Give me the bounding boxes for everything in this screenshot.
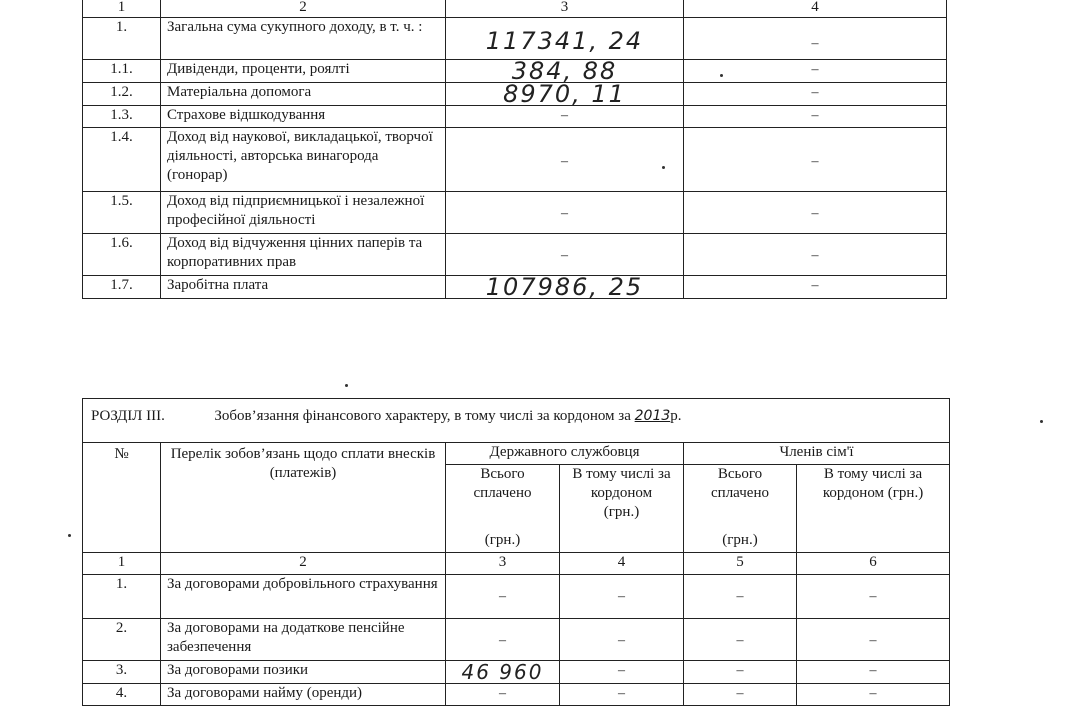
row-number: 1.7. — [83, 276, 161, 299]
row-number: 4. — [83, 684, 161, 706]
section-header — [83, 399, 950, 443]
family-value: – — [684, 234, 947, 276]
value-cell: – — [560, 661, 684, 684]
scan-speck — [1040, 420, 1043, 423]
family-value: – — [684, 83, 947, 106]
row-label: За договорами найму (оренди) — [161, 684, 446, 706]
col-number: 4 — [684, 0, 947, 18]
col-header-list: Перелік зобов’язань щодо сплати внесків (платежів) — [161, 443, 446, 553]
column-number-row — [83, 0, 947, 18]
row-number: 1. — [83, 18, 161, 60]
value-cell: – — [560, 684, 684, 706]
row-label: За договорами добровільного страхування — [161, 575, 446, 619]
row-number: 1.2. — [83, 83, 161, 106]
scan-speck — [720, 74, 723, 77]
table-row — [83, 619, 950, 661]
row-label: Доход від відчуження цінних паперів та корпоративних прав — [161, 234, 446, 276]
scan-speck — [68, 534, 71, 537]
income-table — [82, 0, 947, 299]
row-label: Страхове відшкодування — [161, 106, 446, 128]
family-value: – — [684, 18, 947, 60]
col-header-family-abroad: В тому числі за кордоном (грн.) — [797, 465, 950, 553]
handwritten-value: 384, 88 — [446, 60, 684, 83]
table-row — [83, 276, 947, 299]
row-label: Дивіденди, проценти, роялті — [161, 60, 446, 83]
row-number: 1.1. — [83, 60, 161, 83]
year-suffix: р. — [670, 408, 682, 424]
row-label: Матеріальна допомога — [161, 83, 446, 106]
table-row — [83, 575, 950, 619]
handwritten-value: 117341, 24 — [446, 18, 684, 60]
group-header-family: Членів сім'ї — [684, 443, 950, 465]
column-number-row — [83, 553, 950, 575]
group-header-official: Державного службовця — [446, 443, 684, 465]
row-label: Доход від наукової, викладацької, творчої діяльності, авторська винагорода (гонорар) — [161, 128, 446, 192]
row-number: 2. — [83, 619, 161, 661]
value-cell: – — [446, 128, 684, 192]
col-number: 2 — [161, 0, 446, 18]
obligations-table — [82, 398, 950, 706]
family-value: – — [684, 192, 947, 234]
handwritten-value: 8970, 11 — [446, 83, 684, 106]
value-cell: – — [560, 575, 684, 619]
value-cell: – — [446, 619, 560, 661]
col-number: 3 — [446, 0, 684, 18]
value-cell: – — [797, 661, 950, 684]
row-number: 1.6. — [83, 234, 161, 276]
row-number: 1.5. — [83, 192, 161, 234]
row-label: Загальна сума сукупного доходу, в т. ч. : — [161, 18, 446, 60]
family-value: – — [684, 60, 947, 83]
row-label: Заробітна плата — [161, 276, 446, 299]
row-number: 3. — [83, 661, 161, 684]
value-cell: – — [684, 619, 797, 661]
value-cell: – — [684, 661, 797, 684]
family-value: – — [684, 106, 947, 128]
section-number: РОЗДІЛ ІІІ. — [91, 408, 165, 424]
col-number: 1 — [83, 0, 161, 18]
row-label: За договорами позики — [161, 661, 446, 684]
row-label: Доход від підприємницької і незалежної професійної діяльності — [161, 192, 446, 234]
table-row — [83, 192, 947, 234]
table-row — [83, 234, 947, 276]
table-row — [83, 106, 947, 128]
row-number: 1.4. — [83, 128, 161, 192]
col-number: 3 — [446, 553, 560, 575]
value-cell: – — [446, 684, 560, 706]
col-number: 1 — [83, 553, 161, 575]
col-header-abroad: В тому числі за кордоном (грн.) — [560, 465, 684, 553]
col-number: 4 — [560, 553, 684, 575]
handwritten-value: 107986, 25 — [446, 276, 684, 299]
section-header-row — [83, 399, 950, 443]
col-header-number: № — [83, 443, 161, 553]
group-header-row — [83, 443, 950, 465]
table-row — [83, 128, 947, 192]
value-cell: – — [446, 106, 684, 128]
value-cell: – — [684, 575, 797, 619]
value-cell: – — [797, 684, 950, 706]
col-number: 6 — [797, 553, 950, 575]
table-row — [83, 684, 950, 706]
value-cell: – — [684, 684, 797, 706]
col-header-family-total-paid: Всього сплачено (грн.) — [684, 465, 797, 553]
col-number: 2 — [161, 553, 446, 575]
handwritten-year: 2013 — [634, 408, 671, 424]
table-row — [83, 18, 947, 60]
value-cell: – — [797, 575, 950, 619]
value-cell: – — [446, 575, 560, 619]
family-value: – — [684, 128, 947, 192]
table-row — [83, 661, 950, 684]
scan-speck — [662, 166, 665, 169]
col-header-total-paid: Всього сплачено (грн.) — [446, 465, 560, 553]
section-title: Зобов’язання фінансового характеру, в тому числі за кордоном за — [214, 408, 631, 424]
handwritten-value: 46 960 — [446, 661, 560, 684]
scan-speck — [345, 384, 348, 387]
family-value: – — [684, 276, 947, 299]
row-number: 1. — [83, 575, 161, 619]
row-label: За договорами на додаткове пенсійне забезпечення — [161, 619, 446, 661]
table-row — [83, 83, 947, 106]
col-number: 5 — [684, 553, 797, 575]
value-cell: – — [446, 234, 684, 276]
value-cell: – — [446, 192, 684, 234]
value-cell: – — [560, 619, 684, 661]
row-number: 1.3. — [83, 106, 161, 128]
value-cell: – — [797, 619, 950, 661]
